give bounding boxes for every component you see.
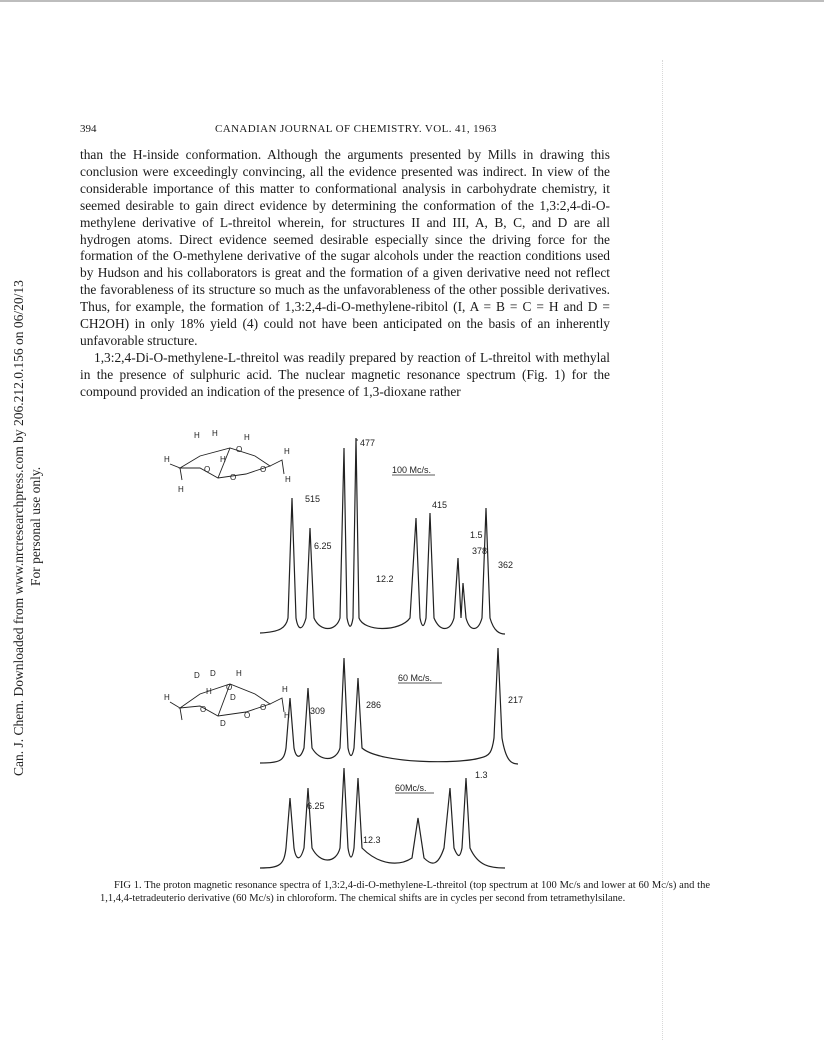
- peak-label-1p5: 1.5: [470, 530, 483, 540]
- atom-mid-h2: H: [206, 687, 212, 696]
- atom-mid-o3: O: [244, 711, 251, 720]
- paragraph-1: than the H-inside conformation. Although the arguments presented by Mills in drawing this conclusion were exceedingly convincing, all the evidence presented was indirect. In view of the considerable importance of this matter to conformational analysis in carbohydrate chemistry, it seemed desirable to gain direct evidence by determining the conformation of the 1,3:2,4-di-O-methylene derivative of L-threitol wherein, for structures II and III, A, B, C, and D are all hydrogen atoms. Direct evidence seemed desirable especially since the driving force for the formation of the O-methylene derivative of the sugar alcohols under the reaction conditions used by Hudson and his collaborators is great and the formation of a given derivative need not reflect the favorableness of its structure so much as the unfavorableness of the other possible derivatives. Thus, for example, the formation of 1,3:2,4-di-O-methylene-ribitol (I, A = B = C = H and D = CH2OH) in only 18% yield (4) could not have been anticipated on the basis of an inherently unfavorable structure.: [80, 147, 610, 348]
- atom-top-h6: H: [285, 475, 291, 484]
- peak-label-217: 217: [508, 695, 524, 705]
- peak-label-286: 286: [366, 700, 382, 710]
- atom-top-o2: O: [230, 473, 237, 482]
- peak-label-515: 515: [305, 494, 321, 504]
- atom-top-h3: H: [244, 433, 250, 442]
- freq-label-100: 100 Mc/s.: [392, 465, 432, 475]
- download-notice: [10, 280, 44, 776]
- figure-caption: [100, 880, 710, 905]
- peak-label-378: 378: [472, 546, 488, 556]
- atom-top-h1: H: [194, 431, 200, 440]
- nmr-spectra-svg: [160, 418, 524, 878]
- atom-top-h2: H: [212, 429, 218, 438]
- peak-label-12p3: 12.3: [363, 835, 381, 845]
- atom-mid-d1: D: [194, 671, 200, 680]
- article-body: [80, 147, 610, 401]
- atom-mid-d4: D: [220, 719, 226, 728]
- figure-caption-text: FIG 1. The proton magnetic resonance spectra of 1,3:2,4-di-O-methylene-L-threitol (top spectrum at 100 Mc/s and lower at 60 Mc/s) and the 1,1,4,4-tetradeuterio derivative (60 Mc/s) in chloroform. The chemical shifts are in cycles per second from tetramethylsilane.: [100, 880, 710, 904]
- atom-top-o1: O: [204, 465, 211, 474]
- download-notice-line1: Can. J. Chem. Downloaded from www.nrcresearchpress.com by 206.212.0.156 on 06/20/13: [11, 280, 26, 776]
- spectrum1-trace: [260, 438, 505, 634]
- atom-mid-h5: H: [164, 693, 170, 702]
- molecule-top: [170, 448, 284, 480]
- peak-label-362: 362: [498, 560, 514, 570]
- scan-artifact-line: [662, 60, 663, 1040]
- freq-label-60b: 60Mc/s.: [395, 783, 427, 793]
- paragraph-2: 1,3:2,4-Di-O-methylene-L-threitol was readily prepared by reaction of L-threitol with methylal in the presence of sulphuric acid. The nuclear magnetic resonance spectrum (Fig. 1) for the compound provided an indication of the presence of 1,3-dioxane rather: [80, 349, 610, 399]
- peak-label-415: 415: [432, 500, 448, 510]
- spectrum3-trace: [260, 768, 505, 868]
- atom-top-h8: H: [178, 485, 184, 494]
- peak-label-309: 309: [310, 706, 326, 716]
- peak-label-12p2: 12.2: [376, 574, 394, 584]
- atom-top-h5: H: [284, 447, 290, 456]
- atom-top-o3: O: [236, 445, 243, 454]
- atom-mid-o2: O: [226, 683, 233, 692]
- atom-mid-d2: D: [210, 669, 216, 678]
- atom-mid-o1: O: [200, 705, 207, 714]
- peak-label-477: 477: [360, 438, 376, 448]
- nmr-figure: [160, 418, 524, 878]
- atom-mid-h3: H: [282, 685, 288, 694]
- peak-label-6p25-b: 6.25: [307, 801, 325, 811]
- atom-top-h4: H: [220, 455, 226, 464]
- page-number: 394: [80, 123, 97, 135]
- atom-top-o4: O: [260, 465, 267, 474]
- download-notice-line2: For personal use only.: [28, 466, 43, 586]
- atom-mid-h4: H: [284, 711, 290, 720]
- atom-mid-h1: H: [236, 669, 242, 678]
- spectrum2-trace: [260, 648, 518, 764]
- peak-label-6p25: 6.25: [314, 541, 332, 551]
- running-title: CANADIAN JOURNAL OF CHEMISTRY. VOL. 41, 1963: [215, 123, 497, 135]
- side-margin: [0, 0, 60, 1060]
- atom-top-h7: H: [164, 455, 170, 464]
- atom-mid-d3: D: [230, 693, 236, 702]
- freq-label-60a: 60 Mc/s.: [398, 673, 433, 683]
- peak-label-1p3: 1.3: [475, 770, 488, 780]
- atom-mid-o4: O: [260, 703, 267, 712]
- top-border-line: [0, 0, 824, 2]
